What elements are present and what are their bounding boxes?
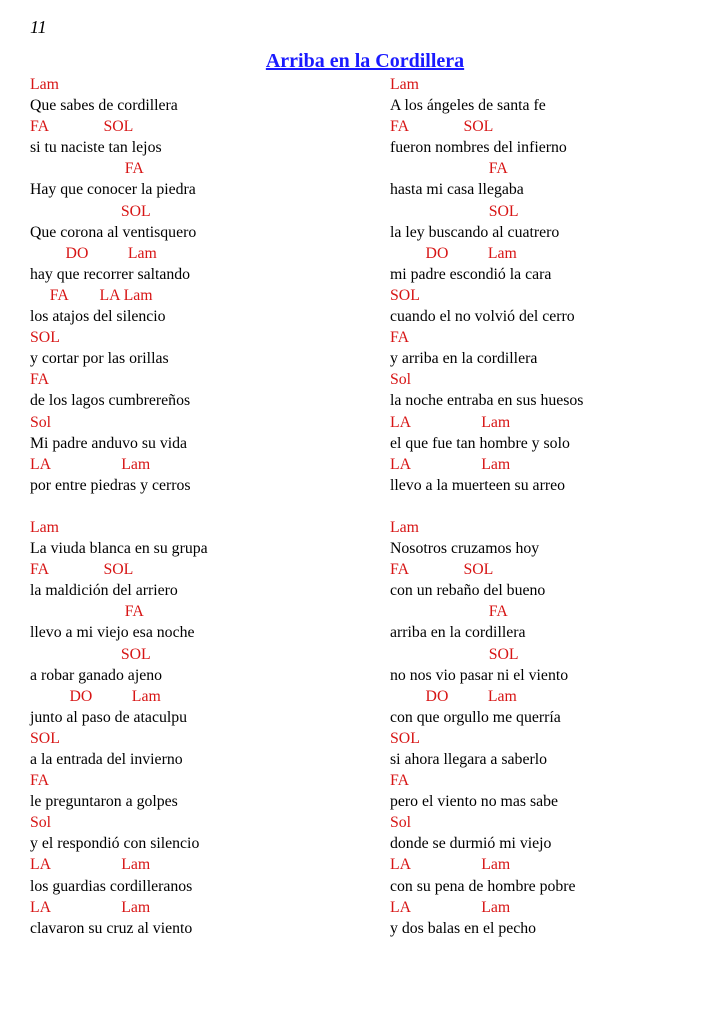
chord-line: SOL xyxy=(30,202,151,220)
chord-line: FA SOL xyxy=(390,561,494,579)
chord-line: FA xyxy=(390,160,508,178)
chord-line: LA Lam xyxy=(390,413,511,431)
left-column xyxy=(30,74,380,939)
chord-line: LA Lam xyxy=(390,455,511,473)
chord-line: LA Lam xyxy=(30,856,151,874)
chord-line: FA LA Lam xyxy=(30,286,153,304)
chord-line: SOL xyxy=(390,729,420,747)
chord-line: DO Lam xyxy=(30,244,157,262)
lyric-line: y arriba en la cordillera xyxy=(390,350,538,368)
chord-line: FA SOL xyxy=(30,561,134,579)
lyric-line: con su pena de hombre pobre xyxy=(390,877,576,895)
lyric-line: a robar ganado ajeno xyxy=(30,666,163,684)
lyric-line: y dos balas en el pecho xyxy=(390,919,537,937)
chord-line: FA xyxy=(390,329,410,347)
lyric-line: le preguntaron a golpes xyxy=(30,793,178,811)
chord-line: SOL xyxy=(390,286,420,304)
chord-line: Sol xyxy=(390,371,412,389)
lyric-line: no nos vio pasar ni el viento xyxy=(390,666,569,684)
chord-line: Sol xyxy=(390,814,412,832)
chord-line: DO Lam xyxy=(390,687,517,705)
chord-line: FA SOL xyxy=(390,118,494,136)
chord-line: DO Lam xyxy=(30,687,161,705)
lyric-line: donde se durmió mi viejo xyxy=(390,835,552,853)
lyric-line: clavaron su cruz al viento xyxy=(30,919,193,937)
chord-line: DO Lam xyxy=(390,244,517,262)
chord-line: SOL xyxy=(30,729,60,747)
lyric-line: los guardias cordilleranos xyxy=(30,877,193,895)
chord-line: FA xyxy=(30,371,50,389)
lyric-line: llevo a la muerteen su arreo xyxy=(390,476,565,494)
lyric-line: la noche entraba en sus huesos xyxy=(390,392,584,410)
lyric-line: a la entrada del invierno xyxy=(30,751,183,768)
lyric-line: La viuda blanca en su grupa xyxy=(30,540,208,558)
lyric-line: el que fue tan hombre y solo xyxy=(390,434,570,452)
lyric-line: con que orgullo me querría xyxy=(390,708,561,726)
blank-line xyxy=(390,496,720,517)
chord-line: SOL xyxy=(30,645,151,663)
chord-line: Lam xyxy=(390,518,419,536)
lyric-line: fueron nombres del infierno xyxy=(390,139,567,157)
chord-line: LA Lam xyxy=(390,898,511,916)
lyric-line: Mi padre anduvo su vida xyxy=(30,434,188,452)
lyric-line: la maldición del arriero xyxy=(30,582,178,600)
lyric-line: pero el viento no mas sabe xyxy=(390,793,559,811)
page-number: 11 xyxy=(30,17,47,37)
chord-line: LA Lam xyxy=(30,455,151,473)
chord-line: SOL xyxy=(390,645,519,663)
lyric-line: si ahora llegara a saberlo xyxy=(390,751,548,768)
lyric-line: por entre piedras y cerros xyxy=(30,476,191,494)
lyric-line: los atajos del silencio xyxy=(30,308,166,326)
chord-line: Lam xyxy=(390,76,419,93)
song-title: Arriba en la Cordillera xyxy=(265,50,465,72)
chord-line: FA xyxy=(390,772,410,790)
lyric-line: de los lagos cumbrereños xyxy=(30,392,191,410)
chord-line: LA Lam xyxy=(30,898,151,916)
chord-line: FA xyxy=(30,603,144,621)
chord-line: Lam xyxy=(30,76,59,93)
lyric-line: la ley buscando al cuatrero xyxy=(390,223,560,241)
lyric-line: Que sabes de cordillera xyxy=(30,97,178,115)
chord-line: SOL xyxy=(390,202,519,220)
lyric-line: Nosotros cruzamos hoy xyxy=(390,540,540,558)
lyric-line: Hay que conocer la piedra xyxy=(30,181,196,199)
chord-line: SOL xyxy=(30,329,60,347)
chord-line: FA xyxy=(390,603,508,621)
lyric-line: A los ángeles de santa fe xyxy=(390,97,546,115)
blank-line xyxy=(30,496,380,517)
lyric-line: si tu naciste tan lejos xyxy=(30,139,162,157)
right-column xyxy=(390,74,720,939)
lyric-line: llevo a mi viejo esa noche xyxy=(30,624,195,642)
lyric-line: y cortar por las orillas xyxy=(30,350,169,368)
lyric-line: hay que recorrer saltando xyxy=(30,265,191,283)
lyric-line: con un rebaño del bueno xyxy=(390,582,546,600)
chord-line: FA SOL xyxy=(30,118,134,136)
lyric-line: mi padre escondió la cara xyxy=(390,265,552,283)
lyric-line: Que corona al ventisquero xyxy=(30,223,197,241)
chord-line: FA xyxy=(30,772,50,790)
lyric-line: y el respondió con silencio xyxy=(30,835,200,853)
chord-line: Sol xyxy=(30,814,52,832)
chord-line: LA Lam xyxy=(390,856,511,874)
chord-line: FA xyxy=(30,160,144,178)
lyric-line: cuando el no volvió del cerro xyxy=(390,308,575,326)
chord-line: Lam xyxy=(30,518,59,536)
lyric-line: arriba en la cordillera xyxy=(390,624,526,642)
chord-line: Sol xyxy=(30,413,52,431)
lyric-line: junto al paso de ataculpu xyxy=(30,708,188,726)
lyric-line: hasta mi casa llegaba xyxy=(390,181,524,199)
